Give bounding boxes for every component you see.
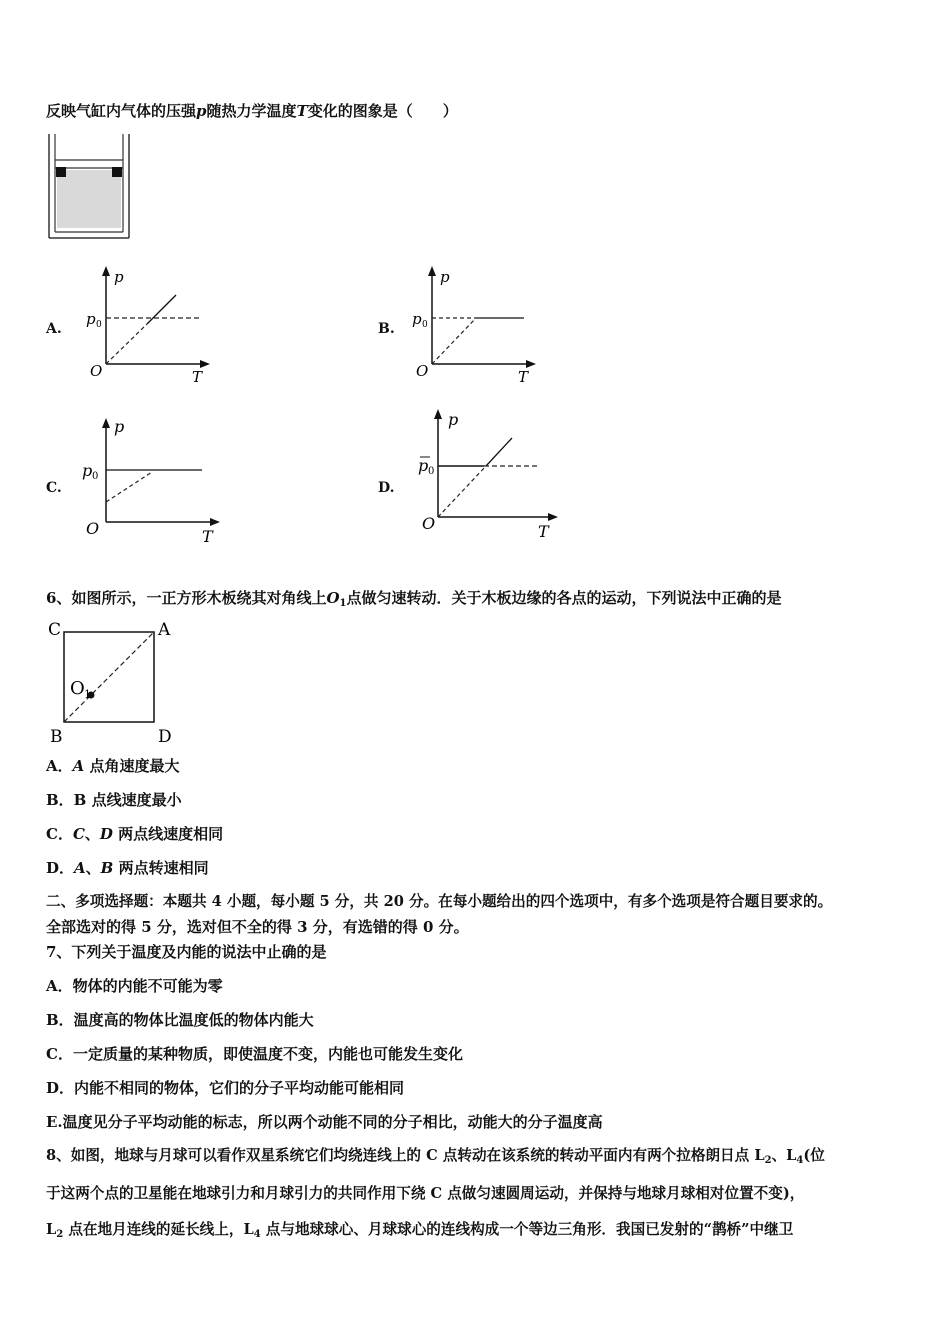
svg-text:T: T [538,522,549,541]
q8-line3: $L_2$ 点在地月连线的延长线上，$L_4$ 点与地球球心、月球球心的连线构成一个等边三角形．我国已发射的“鹊桥”中继卫 [46,1221,794,1240]
section2-line1: 二、多项选择题：本题共 4 小题，每小题 5 分，共 20 分。在每小题给出的四个选项中，有多个选项是符合题目要求的。 [46,893,833,910]
svg-text:1: 1 [84,688,91,701]
svg-text:T: T [518,368,529,386]
q7-stem: 7、下列关于温度及内能的说法中止确的是 [46,943,327,961]
axis-p: p [114,268,124,286]
q6-option-b: B．B 点线速度最小 [46,791,182,809]
svg-text:O: O [86,519,100,538]
svg-text:p: p [418,456,429,475]
cylinder-figure [44,134,134,244]
q6-stem: 6、如图所示，一正方形木板绕其对角线上$O_1$点做匀速转动．关于木板边缘的各点的运动，下列说法中正确的是 [46,589,782,609]
q7-option-e: E.温度见分子平均动能的标志，所以两个动能不同的分子相比，动能大的分子温度高 [46,1113,603,1131]
q6-option-c: C．C、D 两点线速度相同 [46,825,224,843]
graph-b [406,262,546,390]
svg-text:C: C [48,620,62,640]
svg-text:O: O [70,678,85,699]
svg-text:p: p [114,417,125,436]
svg-text:0: 0 [428,466,435,477]
svg-text:0: 0 [422,320,428,330]
q7-option-b: B．温度高的物体比温度低的物体内能大 [46,1011,314,1029]
option-d-label: D. [378,480,395,496]
label-p0: p [86,310,96,328]
svg-text:D: D [158,727,172,744]
option-c-label: C. [46,480,62,496]
q8-line1: 8、如图，地球与月球可以看作双星系统它们均绕连线上的 C 点转动在该系统的转动平面内有两个拉格朗日点 $L_2$、$L_4$(位 [46,1147,825,1166]
q5-stem: 反映气缸内气体的压强p随热力学温度T变化的图象是（ ） [46,102,458,120]
section2-line2: 全部选对的得 5 分，选对但不全的得 3 分，有选错的得 0 分。 [46,918,469,936]
origin-o: O [90,362,103,380]
svg-text:p: p [82,461,93,480]
svg-text:p: p [412,310,422,328]
svg-text:0: 0 [96,320,102,330]
option-b-label: B. [378,321,395,337]
svg-text:0: 0 [92,471,99,482]
graph-c [80,412,220,546]
q8-line2: 于这两个点的卫星能在地球引力和月球引力的共同作用下绕 C 点做匀速圆周运动，并保持与地球月球相对位置不变)， [46,1185,805,1202]
square-board-figure [44,618,184,744]
svg-text:T: T [202,527,213,546]
q6-option-d: D．A、B 两点转速相同 [46,859,209,877]
q7-option-c: C．一定质量的某种物质，即使温度不变，内能也可能发生变化 [46,1045,463,1063]
graph-a [80,262,220,390]
svg-text:O: O [416,362,429,380]
svg-text:p: p [448,410,459,429]
q7-option-a: A．物体的内能不可能为零 [46,977,223,995]
q6-option-a: A．A 点角速度最大 [46,757,180,775]
q7-option-d: D．内能不相同的物体，它们的分子平均动能可能相同 [46,1079,405,1097]
axis-t: T [192,368,203,386]
svg-text:A: A [158,620,171,640]
svg-text:p: p [440,268,450,286]
option-a-label: A. [46,321,62,337]
graph-d [414,405,564,543]
svg-text:O: O [422,514,436,533]
svg-text:B: B [50,727,63,744]
